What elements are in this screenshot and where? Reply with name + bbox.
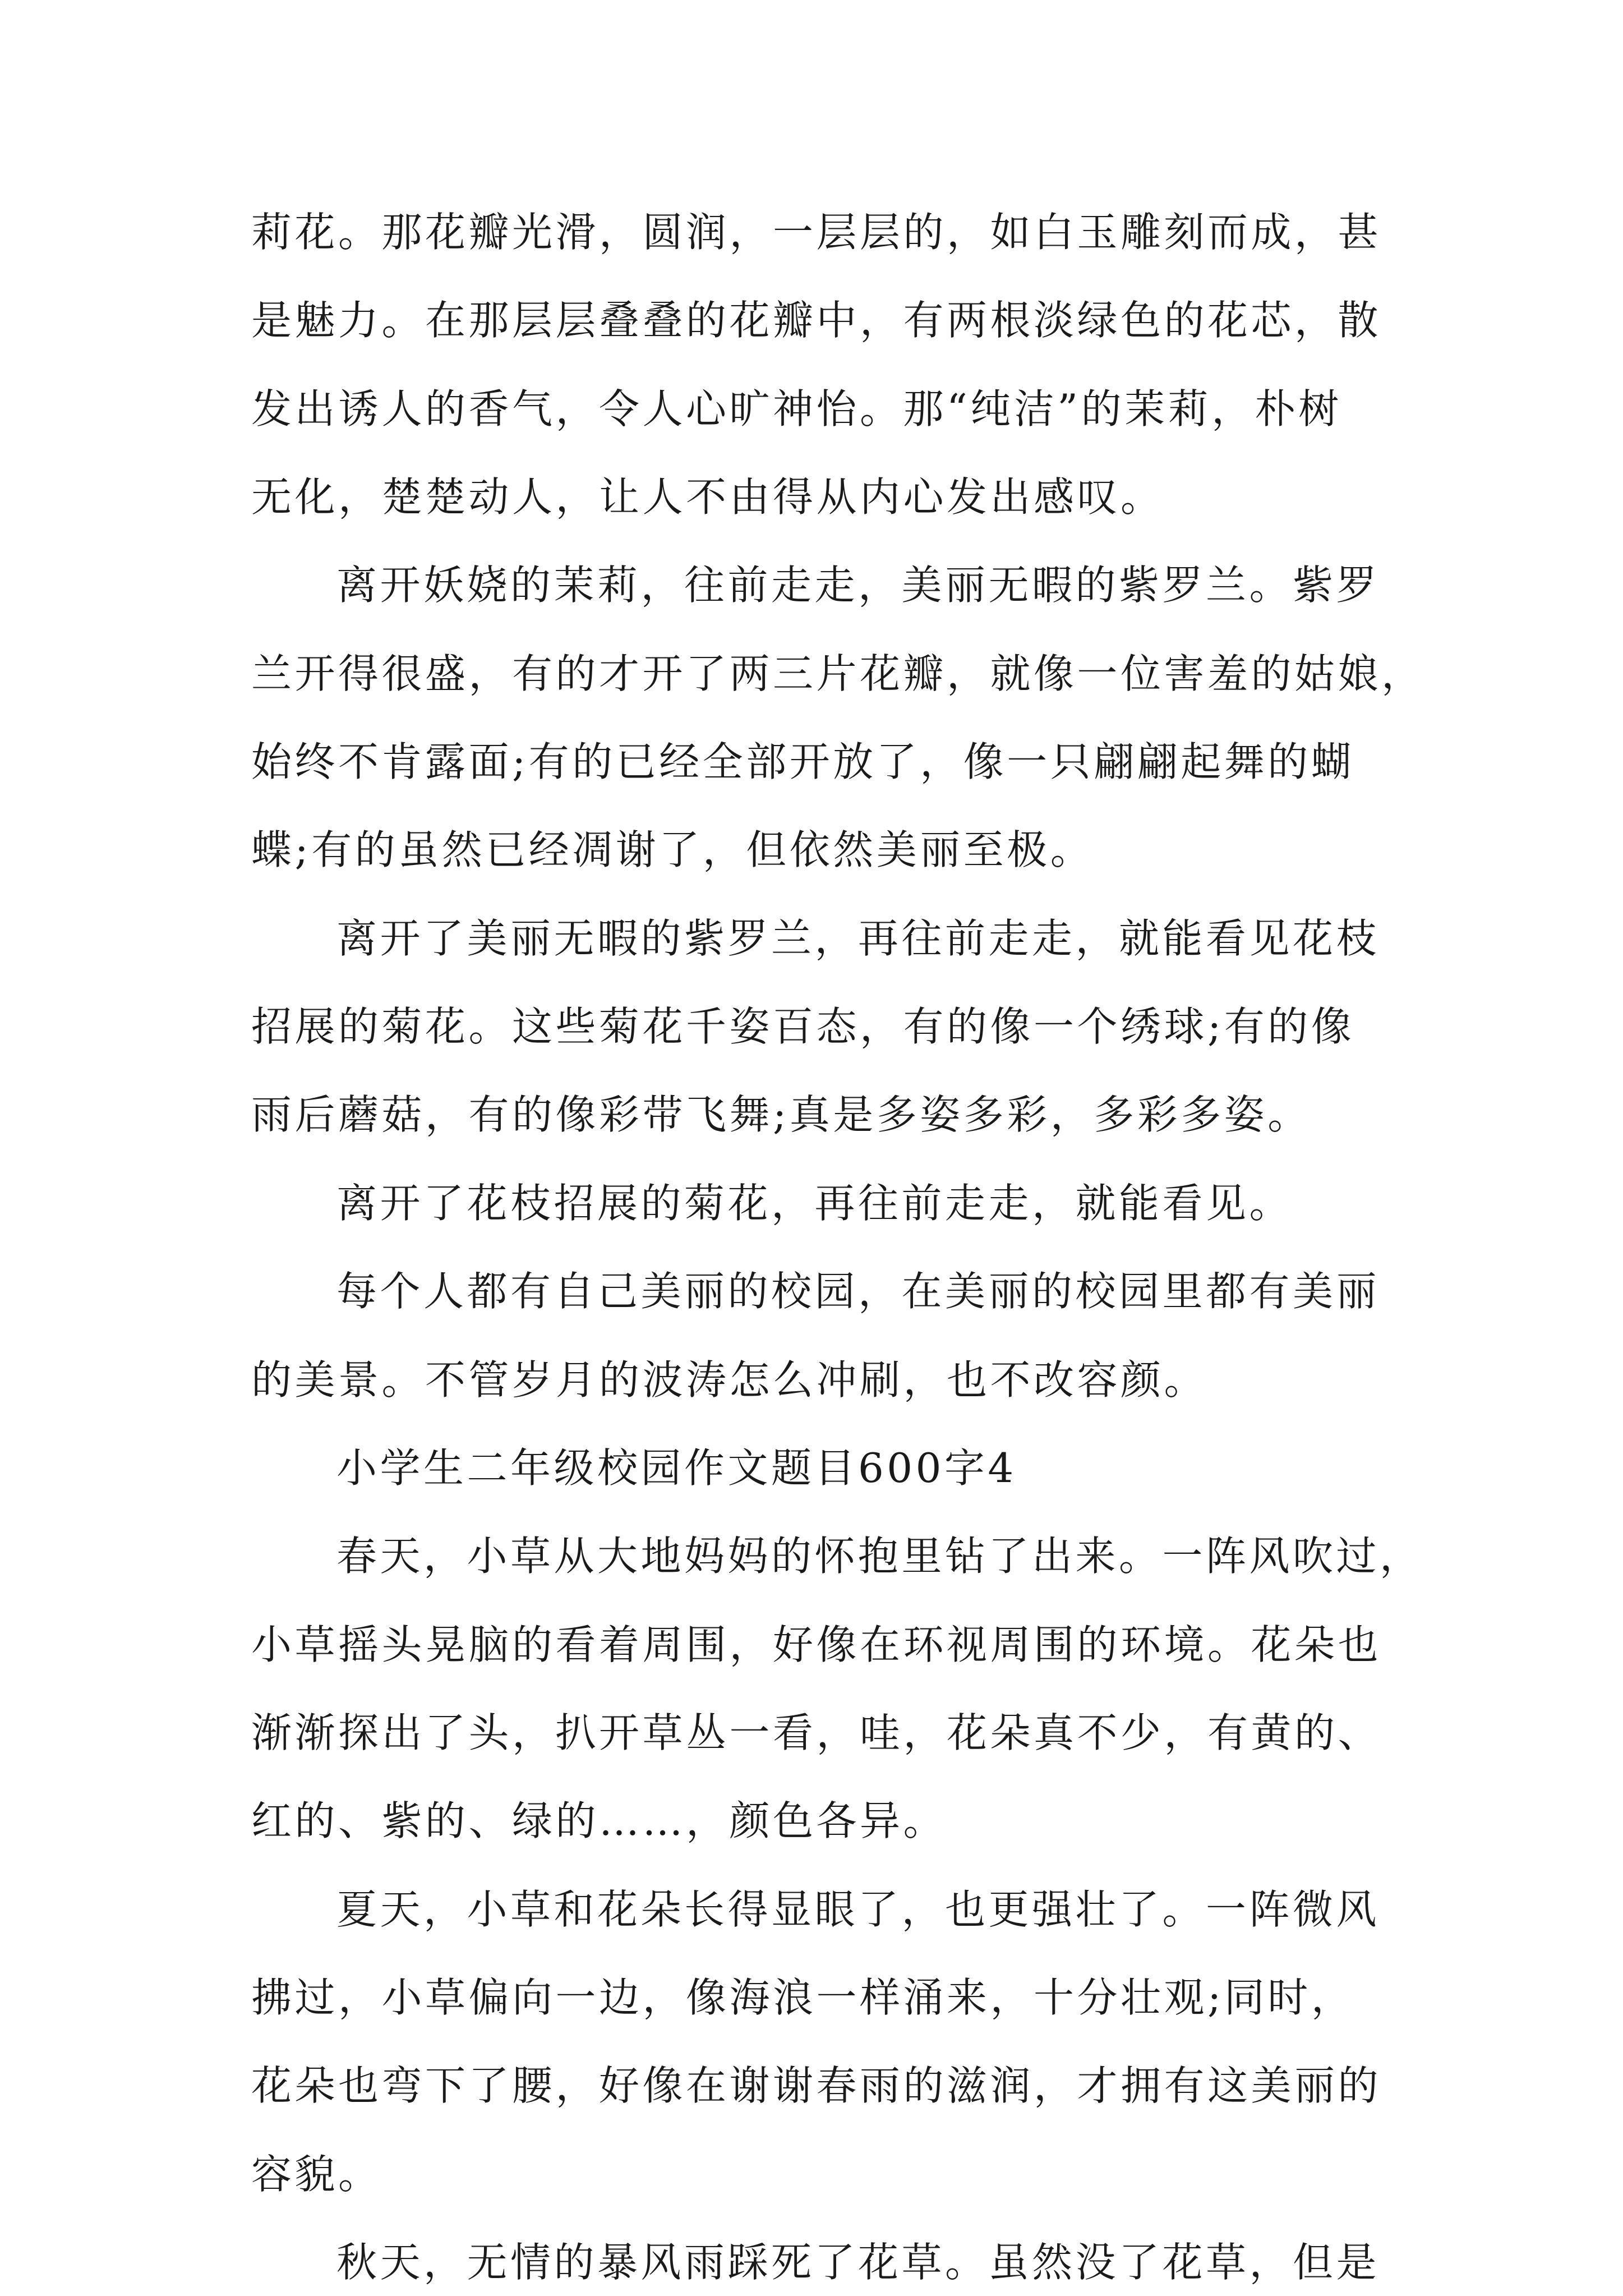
text-line: 拂过，小草偏向一边，像海浪一样涌来，十分壮观;同时，	[251, 1974, 1355, 2021]
text-line: 红的、紫的、绿的……，颜色各异。	[251, 1797, 947, 1844]
text-line: 莉花。那花瓣光滑，圆润，一层层的，如白玉雕刻而成，甚	[251, 209, 1382, 256]
text-line: 招展的菊花。这些菊花千姿百态，有的像一个绣球;有的像	[251, 1003, 1355, 1050]
paragraph-first-line: 秋天，无情的暴风雨踩死了花草。虽然没了花草，但是	[336, 2239, 1380, 2286]
text-line: 渐渐探出了头，扒开草丛一看，哇，花朵真不少，有黄的、	[251, 1709, 1382, 1756]
text-line: 兰开得很盛，有的才开了两三片花瓣，就像一位害羞的姑娘，	[251, 650, 1425, 697]
section-heading: 小学生二年级校园作文题目600字4	[336, 1444, 1017, 1492]
paragraph-first-line: 离开了花枝招展的菊花，再往前走走，就能看见。	[336, 1180, 1293, 1227]
text-line: 是魅力。在那层层叠叠的花瓣中，有两根淡绿色的花芯，散	[251, 297, 1382, 344]
text-line: 雨后蘑菇，有的像彩带飞舞;真是多姿多彩，多彩多姿。	[251, 1091, 1311, 1138]
paragraph-first-line: 离开了美丽无暇的紫罗兰，再往前走走，就能看见花枝	[336, 915, 1380, 962]
text-line: 始终不肯露面;有的已经全部开放了，像一只翩翩起舞的蝴	[251, 738, 1355, 785]
text-line: 发出诱人的香气，令人心旷神怡。那“纯洁”的茉莉，朴树	[251, 385, 1342, 432]
text-line: 的美景。不管岁月的波涛怎么冲刷，也不改容颜。	[251, 1356, 1208, 1404]
paragraph-first-line: 每个人都有自己美丽的校园，在美丽的校园里都有美丽	[336, 1268, 1380, 1315]
paragraph-first-line: 夏天，小草和花朵长得显眼了，也更强壮了。一阵微风	[336, 1886, 1380, 1933]
text-line: 小草摇头晃脑的看着周围，好像在环视周围的环境。花朵也	[251, 1621, 1382, 1668]
text-line: 蝶;有的虽然已经凋谢了，但依然美丽至极。	[251, 826, 1094, 873]
paragraph-first-line: 春天，小草从大地妈妈的怀抱里钻了出来。一阵风吹过，	[336, 1533, 1423, 1580]
text-line: 无化，楚楚动人，让人不由得从内心发出感叹。	[251, 473, 1164, 521]
text-line: 花朵也弯下了腰，好像在谢谢春雨的滋润，才拥有这美丽的	[251, 2062, 1382, 2109]
paragraph-first-line: 离开妖娆的茉莉，往前走走，美丽无暇的紫罗兰。紫罗	[336, 562, 1380, 609]
text-line: 容貌。	[251, 2151, 382, 2198]
